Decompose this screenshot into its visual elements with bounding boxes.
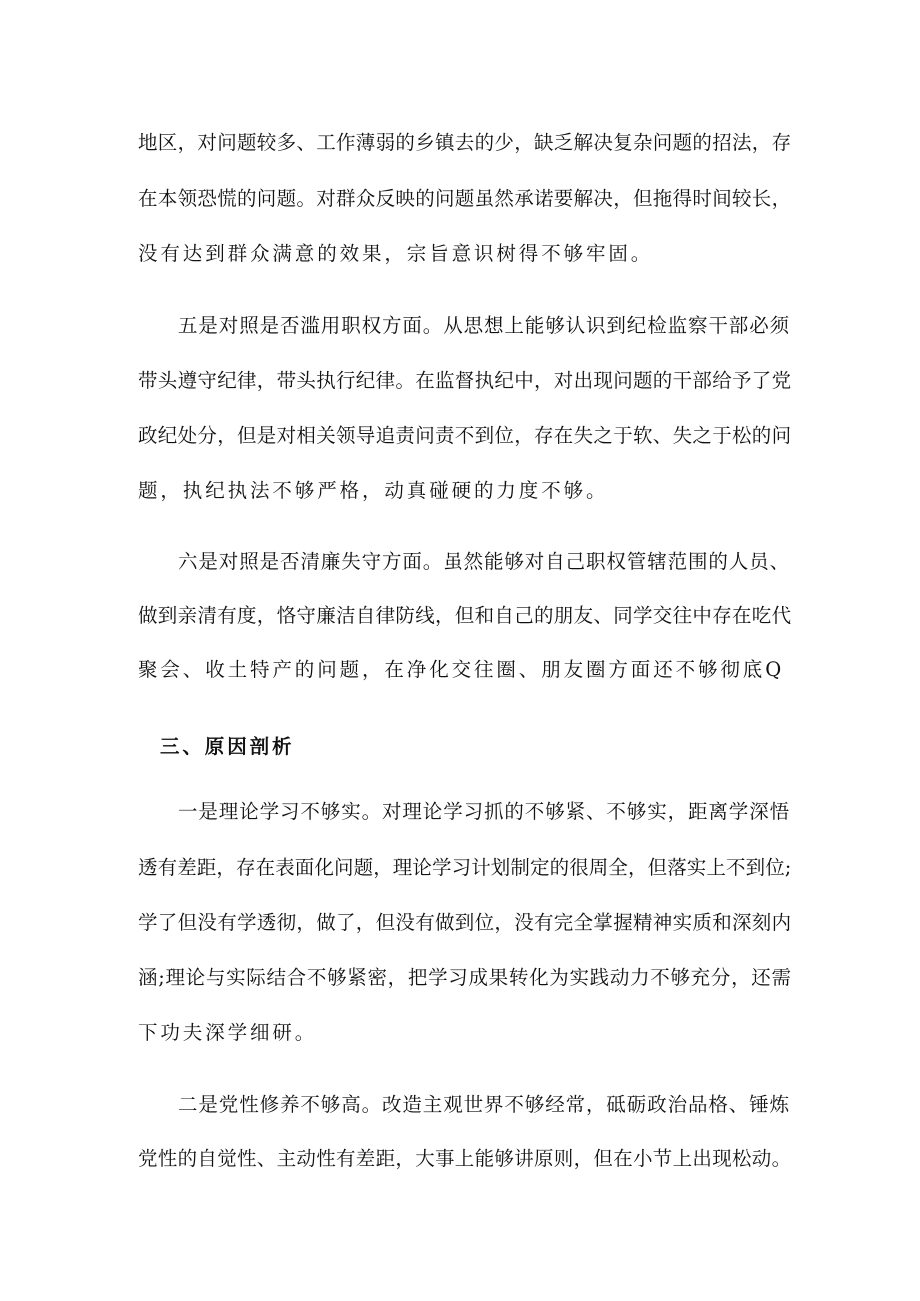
text-line: 六是对照是否清廉失守方面。虽然能够对自己职权管辖范围的人员、 — [178, 550, 791, 573]
text-line: 党性的自觉性、主动性有差距，大事上能够讲原则，但在小节上出现松动。 — [138, 1147, 792, 1170]
text-line: 二是党性修养不够高。改造主观世界不够经常，砥砺政治品格、锤炼 — [178, 1093, 791, 1116]
text-line: 五是对照是否滥用职权方面。从思想上能够认识到纪检监察干部必须 — [178, 314, 791, 337]
text-line: 在本领恐慌的问题。对群众反映的问题虽然承诺要解决，但拖得时间较长， — [138, 187, 792, 210]
text-line: 一是理论学习不够实。对理论学习抓的不够紧、不够实，距离学深悟 — [178, 800, 791, 823]
text-line: 带头遵守纪律，带头执行纪律。在监督执纪中，对出现问题的干部给予了党 — [138, 369, 792, 392]
text-line: 聚会、收土特产的问题，在净化交往圈、朋友圈方面还不够彻底Q — [138, 658, 785, 681]
text-line: 题，执纪执法不够严格，动真碰硬的力度不够。 — [138, 479, 609, 502]
text-line: 地区，对问题较多、工作薄弱的乡镇去的少，缺乏解决复杂问题的招法，存 — [138, 131, 792, 154]
text-line: 透有差距，存在表面化问题，理论学习计划制定的很周全，但落实上不到位; — [138, 856, 792, 879]
text-line: 政纪处分，但是对相关领导追责问责不到位，存在失之于软、失之于松的问 — [138, 424, 792, 447]
text-line: 下功夫深学细研。 — [138, 1021, 318, 1044]
section-heading: 三、原因剖析 — [160, 735, 295, 758]
text-line: 学了但没有学透彻，做了，但没有做到位，没有完全掌握精神实质和深刻内 — [138, 911, 792, 934]
text-line: 涵;理论与实际结合不够紧密，把学习成果转化为实践动力不够充分，还需 — [138, 966, 792, 989]
text-line: 没有达到群众满意的效果，宗旨意识树得不够牢固。 — [138, 242, 654, 265]
text-line: 做到亲清有度，恪守廉洁自律防线，但和自己的朋友、同学交往中存在吃代 — [138, 604, 792, 627]
